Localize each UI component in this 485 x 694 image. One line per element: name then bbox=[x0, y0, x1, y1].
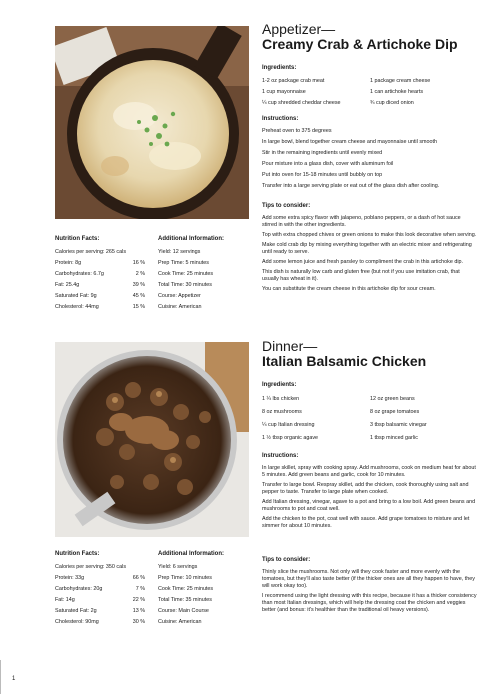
margin-divider bbox=[0, 660, 1, 694]
instruction-step: In large skillet, spray with cooking spray. Add mushrooms, cook on medium heat for about 5 minutes. Add green beans and garlic, cook for 10 minutes. bbox=[262, 465, 476, 478]
nutrition-row: Protein: 33g 66 % bbox=[55, 575, 145, 581]
recipe1-tips bbox=[262, 202, 477, 293]
recipe2-nutrition bbox=[55, 550, 145, 626]
ingredient-item: 1 ½ tbsp organic agave bbox=[262, 435, 319, 441]
recipe2-additional-info bbox=[158, 550, 248, 626]
recipe2-instructions bbox=[262, 452, 477, 530]
ingredient-item: 1 cup mayonnaise bbox=[262, 89, 306, 95]
ingredient-item: 1 can artichoke hearts bbox=[370, 89, 424, 95]
additional-item: Cuisine: American bbox=[158, 619, 202, 625]
recipe1-ingredients bbox=[262, 64, 477, 107]
recipe2-tips bbox=[262, 556, 477, 614]
recipe2-ingredients bbox=[262, 381, 477, 442]
instruction-step: Add Italian dressing, vinegar, agave to a pot and bring to a low boil. Add green beans and mushrooms to pot and coat well. bbox=[262, 499, 476, 512]
nutrition-row: Cholesterol: 90mg 30 % bbox=[55, 619, 145, 625]
ingredient-item: 8 oz grape tomatoes bbox=[370, 409, 420, 415]
additional-item: Prep Time: 5 minutes bbox=[158, 260, 209, 266]
nutrition-row: Protein: 8g 16 % bbox=[55, 260, 145, 266]
ingredient-item: 12 oz green beans bbox=[370, 396, 415, 402]
additional-item: Course: Main Course bbox=[158, 608, 209, 614]
instruction-step: Add the chicken to the pot, coat well with sauce. Add grape tomatoes to mixture and let simmer for about 10 minutes. bbox=[262, 516, 470, 529]
nutrition-row: Cholesterol: 44mg 15 % bbox=[55, 304, 145, 310]
nutrition-row: Fat: 25.4g 39 % bbox=[55, 282, 145, 288]
ingredient-item: ¾ cup diced onion bbox=[370, 100, 414, 106]
ingredient-item: 1-2 oz package crab meat bbox=[262, 78, 325, 84]
tip-item: I recommend using the light dressing with this recipe, because it has a thicker consistency than most Italian dressings, which will help the dressing coat the chicken and veggies better (and bonus: it's healthier than the traditional oil heavy versions). bbox=[262, 593, 477, 613]
nutrition-row: Calories per serving: 350 cals bbox=[55, 564, 127, 570]
additional-item: Cuisine: American bbox=[158, 304, 202, 310]
ingredient-item: 8 oz mushrooms bbox=[262, 409, 302, 415]
recipe1-title: Creamy Crab & Artichoke Dip bbox=[262, 36, 458, 52]
crab-dip-photo bbox=[55, 26, 249, 219]
additional-item: Yield: 12 servings bbox=[158, 249, 201, 255]
nutrition-row: Saturated Fat: 2g 13 % bbox=[55, 608, 145, 614]
tip-item: Top with extra chopped chives or green onions to make this look decorative when serving. bbox=[262, 232, 477, 238]
tips-heading: Tips to consider: bbox=[262, 203, 311, 209]
tip-item: You can substitute the cream cheese in this artichoke dip for sour cream. bbox=[262, 286, 436, 292]
instruction-step: Transfer into a large serving plate or eat out of the glass dish after cooling. bbox=[262, 183, 440, 189]
recipe2-header bbox=[262, 339, 477, 369]
nutrition-heading: Nutrition Facts: bbox=[55, 551, 100, 557]
tip-item: Add some lemon juice and fresh parsley to compliment the crab in this artichoke dip. bbox=[262, 259, 464, 265]
tips-heading: Tips to consider: bbox=[262, 557, 311, 563]
ingredient-item: ¼ cup shredded cheddar cheese bbox=[262, 100, 341, 106]
additional-item: Cook Time: 25 minutes bbox=[158, 271, 214, 277]
tip-item: Add some extra spicy flavor with jalapeno, poblano peppers, or a dash of hot sauce stirred in with the other ingredients. bbox=[262, 215, 461, 228]
nutrition-row: Saturated Fat: 9g 45 % bbox=[55, 293, 145, 299]
recipe2-title: Italian Balsamic Chicken bbox=[262, 353, 427, 369]
ingredient-item: 1 package cream cheese bbox=[370, 78, 431, 84]
instruction-step: Pour mixture into a glass dish, cover with aluminum foil bbox=[262, 161, 394, 167]
tip-item: Thinly slice the mushrooms. Not only will they cook faster and more evenly with the tomatoes, but they'll also taste better (if the thicker ones are all they happen to have, they will work okay too). bbox=[262, 569, 475, 589]
nutrition-row: Fat: 14g 22 % bbox=[55, 597, 145, 603]
recipe2-kicker: Dinner— bbox=[262, 338, 318, 354]
recipe1-additional-info bbox=[158, 235, 248, 311]
ingredient-item: 3 tbsp balsamic vinegar bbox=[370, 422, 427, 428]
instructions-heading: Instructions: bbox=[262, 116, 299, 122]
tip-item: This dish is naturally low carb and gluten free (but not if you use imitation crab, that usually has wheat in it). bbox=[262, 269, 460, 282]
instruction-step: In large bowl, blend together cream cheese and mayonnaise until smooth bbox=[262, 139, 438, 145]
ingredient-item: 1 tbsp minced garlic bbox=[370, 435, 418, 441]
additional-item: Total Time: 30 minutes bbox=[158, 282, 212, 288]
balsamic-chicken-photo bbox=[55, 342, 249, 537]
tip-item: Make cold crab dip by mixing everything together with an electric mixer and refrigerating until ready to serve. bbox=[262, 242, 472, 255]
recipe1-header bbox=[262, 22, 477, 52]
instruction-step: Preheat oven to 375 degrees bbox=[262, 128, 332, 134]
nutrition-row: Carbohydrates: 6.7g 2 % bbox=[55, 271, 145, 277]
nutrition-row: Calories per serving: 265 cals bbox=[55, 249, 127, 255]
instructions-heading: Instructions: bbox=[262, 453, 299, 459]
additional-item: Yield: 6 servings bbox=[158, 564, 198, 570]
additional-heading: Additional Information: bbox=[158, 551, 224, 557]
instruction-step: Transfer to large bowl. Respray skillet, add the chicken, cook thoroughly using salt and pepper to taste. Transfer to large plate when cooked. bbox=[262, 482, 469, 495]
additional-heading: Additional Information: bbox=[158, 236, 224, 242]
recipe1-nutrition bbox=[55, 235, 145, 311]
nutrition-row: Carbohydrates: 20g 7 % bbox=[55, 586, 145, 592]
additional-item: Cook Time: 25 minutes bbox=[158, 586, 214, 592]
additional-item: Total Time: 35 minutes bbox=[158, 597, 212, 603]
recipe1-kicker: Appetizer— bbox=[262, 21, 336, 37]
ingredients-heading: Ingredients: bbox=[262, 65, 297, 71]
page-number: 1 bbox=[12, 676, 16, 682]
recipe1-instructions bbox=[262, 115, 477, 190]
ingredient-item: ¼ cup Italian dressing bbox=[262, 422, 315, 428]
additional-item: Course: Appetizer bbox=[158, 293, 201, 299]
additional-item: Prep Time: 10 minutes bbox=[158, 575, 212, 581]
instruction-step: Stir in the remaining ingredients until evenly mixed bbox=[262, 150, 383, 156]
ingredient-item: 1 ¼ lbs chicken bbox=[262, 396, 300, 402]
instruction-step: Put into oven for 15-18 minutes until bubbly on top bbox=[262, 172, 383, 178]
nutrition-heading: Nutrition Facts: bbox=[55, 236, 100, 242]
ingredients-heading: Ingredients: bbox=[262, 382, 297, 388]
